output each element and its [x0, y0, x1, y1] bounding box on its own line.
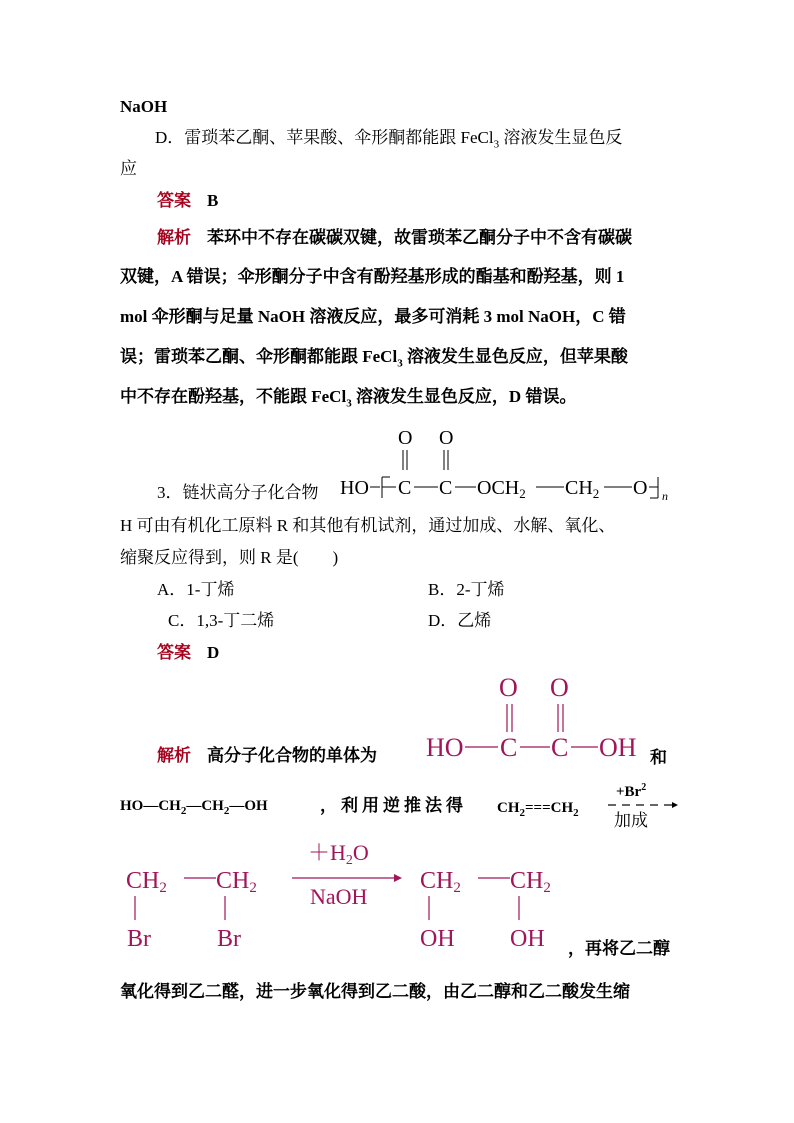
polymer-n: n: [662, 489, 668, 503]
option-d-line2: 应: [120, 159, 137, 178]
option-d-line: [155, 127, 622, 149]
analysis-label: 解析: [157, 746, 191, 765]
svg-text:C: C: [500, 733, 518, 762]
option-a: A．1-丁烯: [157, 580, 235, 599]
hydrolysis-reaction: [120, 836, 580, 956]
analysis-text: 中不存在酚羟基，不能跟 FeCl: [120, 387, 347, 406]
polymer-ho: HO: [340, 477, 369, 499]
q3-stem-c: 缩聚反应得到，则 R 是( ): [120, 548, 339, 567]
polymer-o1: O: [398, 427, 413, 449]
ethene-formula: $CH_2===CH_2$: [497, 800, 579, 819]
svg-text:CH2: CH2: [126, 868, 167, 896]
option-d-text-end: 溶液发生显色反: [499, 128, 623, 147]
svg-text:OH: OH: [420, 926, 455, 952]
svg-text:加成: 加成: [614, 811, 648, 830]
subscript: 3: [397, 357, 403, 370]
q3-stem-a: 3．链状高分子化合物: [157, 483, 319, 502]
analysis-text: 溶液发生显色反应，D 错误。: [351, 387, 577, 406]
and-text: 和: [650, 748, 667, 767]
naoh-text: NaOH: [120, 97, 168, 116]
reverse-method-text: ，利用逆推法得: [320, 796, 467, 815]
answer-label: 答案: [157, 191, 191, 210]
polymer-structure: [336, 424, 681, 504]
polymer-ch2: $CH_2$: [565, 477, 600, 501]
glycol-formula: $HO—CH_2—CH_2—OH$: [120, 798, 268, 817]
polymer-c1: C: [398, 477, 412, 499]
analysis-3-line1: [157, 745, 377, 767]
answer-label: 答案: [157, 643, 191, 662]
svg-text:＋H2O: ＋H2O: [308, 840, 369, 868]
svg-text:Br: Br: [127, 926, 151, 952]
option-b: B．2-丁烯: [428, 580, 505, 599]
svg-text:OH: OH: [599, 733, 637, 762]
q3-stem-b: H 可由有机化工原料 R 和其他有机试剂，通过加成、水解、氧化、: [120, 516, 616, 535]
polymer-c2: C: [439, 477, 453, 499]
answer-3: [157, 642, 219, 664]
analysis-2-line4: [120, 346, 628, 368]
analysis-3-last: 氧化得到乙二醛，进一步氧化得到乙二酸，由乙二醇和乙二酸发生缩: [120, 982, 630, 1001]
polymer-o-end: O: [633, 477, 648, 499]
svg-text:O: O: [499, 673, 518, 702]
polymer-och2: $OCH_2$: [477, 477, 526, 501]
option-d-sub: 3: [493, 138, 500, 151]
analysis-2-line3: mol 伞形酮与足量 NaOH 溶液反应，最多可消耗 3 mol NaOH，C 错: [120, 307, 626, 326]
option-c: C．1,3-丁二烯: [168, 611, 275, 630]
reaction-arrow-1: [604, 776, 680, 830]
svg-text:OH: OH: [510, 926, 545, 952]
analysis-2-line2: 双键，A 错误；伞形酮分子中含有酚羟基形成的酯基和酚羟基，则 1: [120, 267, 625, 286]
analysis-text: 高分子化合物的单体为: [207, 746, 377, 765]
svg-text:HO: HO: [426, 733, 464, 762]
monomer-oxalic-acid: [424, 670, 654, 770]
svg-text:NaOH: NaOH: [310, 884, 368, 909]
svg-text:C: C: [551, 733, 569, 762]
analysis-3-cont: ，再将乙二醇: [568, 939, 670, 958]
svg-text:CH2: CH2: [216, 868, 257, 896]
svg-text:CH2: CH2: [420, 868, 461, 896]
svg-text:CH2: CH2: [510, 868, 551, 896]
analysis-text: 误；雷琐苯乙酮、伞形酮都能跟 FeCl: [120, 347, 398, 366]
answer-2: [157, 190, 218, 212]
analysis-text: 溶液发生显色反应，但苹果酸: [402, 347, 628, 366]
analysis-label: 解析: [157, 228, 191, 247]
subscript: 3: [346, 397, 352, 410]
svg-text:O: O: [550, 673, 569, 702]
option-d: D．乙烯: [428, 611, 492, 630]
answer-value: B: [207, 191, 219, 210]
polymer-o2: O: [439, 427, 454, 449]
answer-value: D: [207, 643, 220, 662]
svg-text:Br: Br: [217, 926, 241, 952]
analysis-2-line5: [120, 386, 576, 408]
option-d-text: D．雷琐苯乙酮、苹果酸、伞形酮都能跟 FeCl: [155, 128, 494, 147]
svg-text:+Br2: $+Br^2$: [616, 782, 647, 800]
analysis-2-line1: [157, 227, 632, 249]
analysis-text: 苯环中不存在碳碳双键，故雷琐苯乙酮分子中不含有碳碳: [207, 228, 632, 247]
